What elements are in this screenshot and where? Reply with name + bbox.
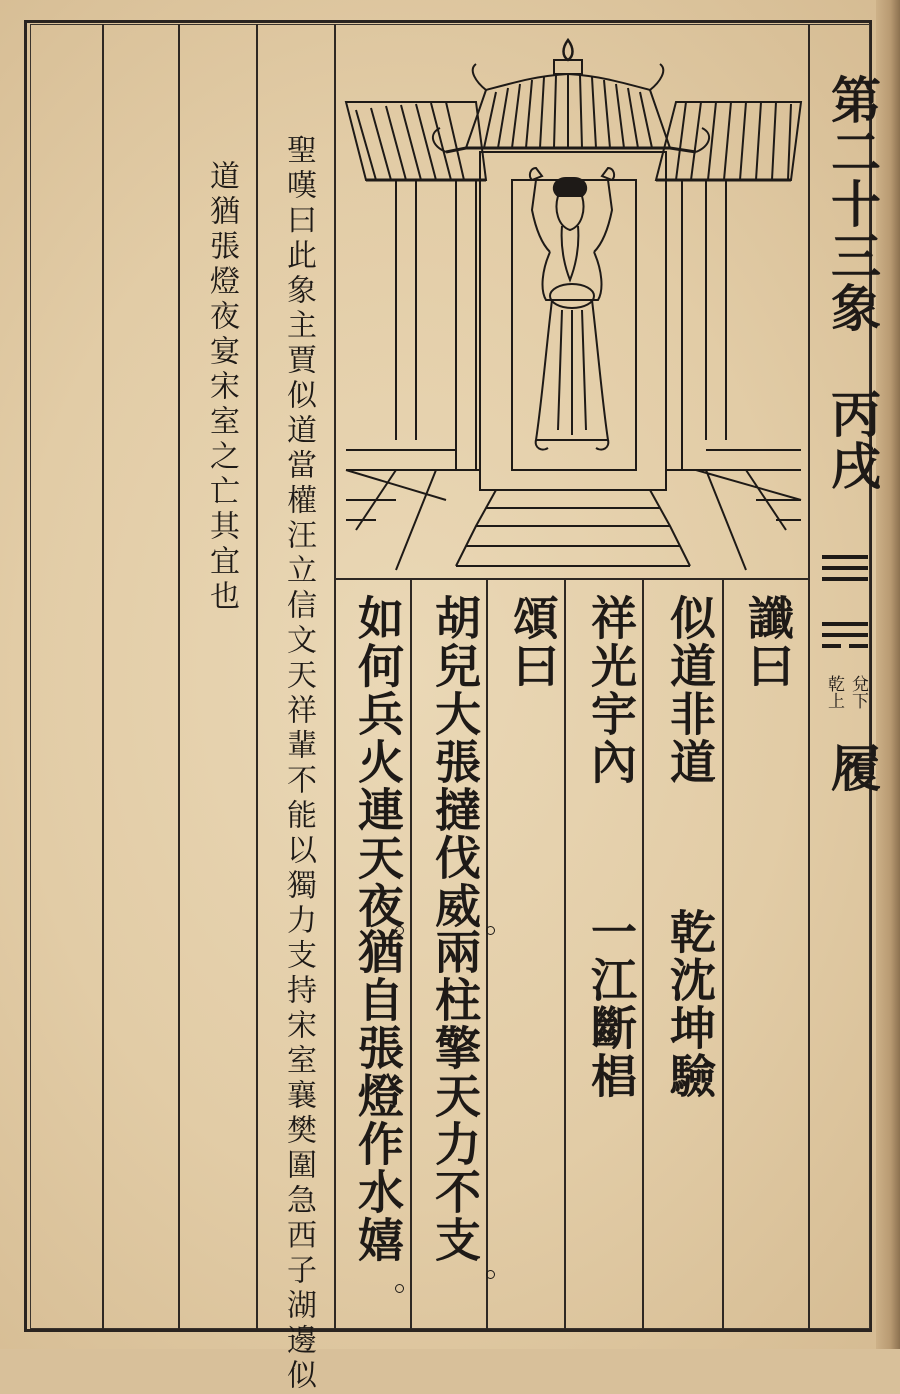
column-rule: [808, 24, 810, 1329]
section-rule: [334, 578, 808, 580]
song-label: 頌曰: [506, 594, 560, 690]
chen-label: 讖曰: [741, 594, 795, 690]
song-line: 胡兒大張撻伐威: [428, 594, 482, 930]
song-line: 兩柱擎天力不支: [428, 928, 482, 1264]
song-line: 如何兵火連天夜: [351, 594, 405, 930]
trigram-upper-label: 乾上: [824, 675, 844, 709]
song-line: 猶自張燈作水嬉: [351, 928, 405, 1264]
page-title: 第二十三象: [823, 74, 882, 334]
commentary-line: 聖嘆曰此象主賈似道當權汪立信文天祥輩不能以獨力支持宋室襄樊圍急西子湖邊似: [281, 134, 316, 1394]
column-rule: [102, 24, 104, 1329]
punctuation-mark: [395, 1284, 404, 1293]
column-rule: [564, 578, 566, 1329]
commentary-line: 道猶張燈夜宴宋室之亡其宜也: [204, 160, 239, 615]
column-rule: [256, 24, 258, 1329]
trigram-lower-label: 兌下: [848, 675, 868, 709]
chen-line: 一江斷椙: [584, 908, 638, 1100]
chen-line: 乾沈坤驗: [663, 908, 717, 1100]
ganzhi-label: 丙戌: [823, 388, 882, 492]
chen-line: 似道非道: [663, 594, 717, 786]
pavilion-figure-icon: [336, 30, 806, 578]
column-rule: [178, 24, 180, 1329]
chen-line: 祥光宇內: [584, 594, 638, 786]
hexagram-name: 履: [823, 742, 882, 794]
punctuation-mark: [486, 1270, 495, 1279]
